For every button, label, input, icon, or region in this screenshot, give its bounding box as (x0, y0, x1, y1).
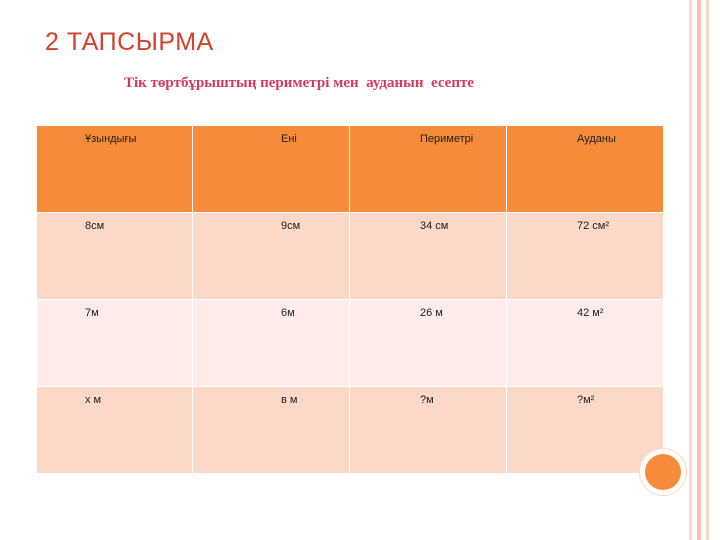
table-row (37, 387, 664, 474)
cell-area: ?м² (507, 387, 664, 474)
circle-icon (645, 454, 681, 490)
decorative-stripes (680, 0, 720, 540)
cell-length: 7м (37, 300, 193, 387)
cell-length: 8см (37, 213, 193, 300)
header-width: Ені (193, 126, 350, 213)
cell-perimeter: 34 см (350, 213, 507, 300)
cell-area: 72 см² (507, 213, 664, 300)
cell-width: 6м (193, 300, 350, 387)
cell-area: 42 м² (507, 300, 664, 387)
cell-length: х м (37, 387, 193, 474)
table-row (37, 300, 664, 387)
table-row (37, 213, 664, 300)
table-header-row (37, 126, 664, 213)
cell-perimeter: ?м (350, 387, 507, 474)
header-area: Ауданы (507, 126, 664, 213)
slide-title: 2 ТАПСЫРМА (45, 28, 214, 56)
slide-subtitle: Тік төртбұрыштың периметрі мен ауданын есепте (124, 75, 475, 91)
cell-width: 9см (193, 213, 350, 300)
header-length: Ұзындығы (37, 126, 193, 213)
cell-width: в м (193, 387, 350, 474)
next-slide-button[interactable] (640, 449, 686, 495)
rectangle-table (36, 125, 664, 474)
header-perimeter: Периметрі (350, 126, 507, 213)
cell-perimeter: 26 м (350, 300, 507, 387)
